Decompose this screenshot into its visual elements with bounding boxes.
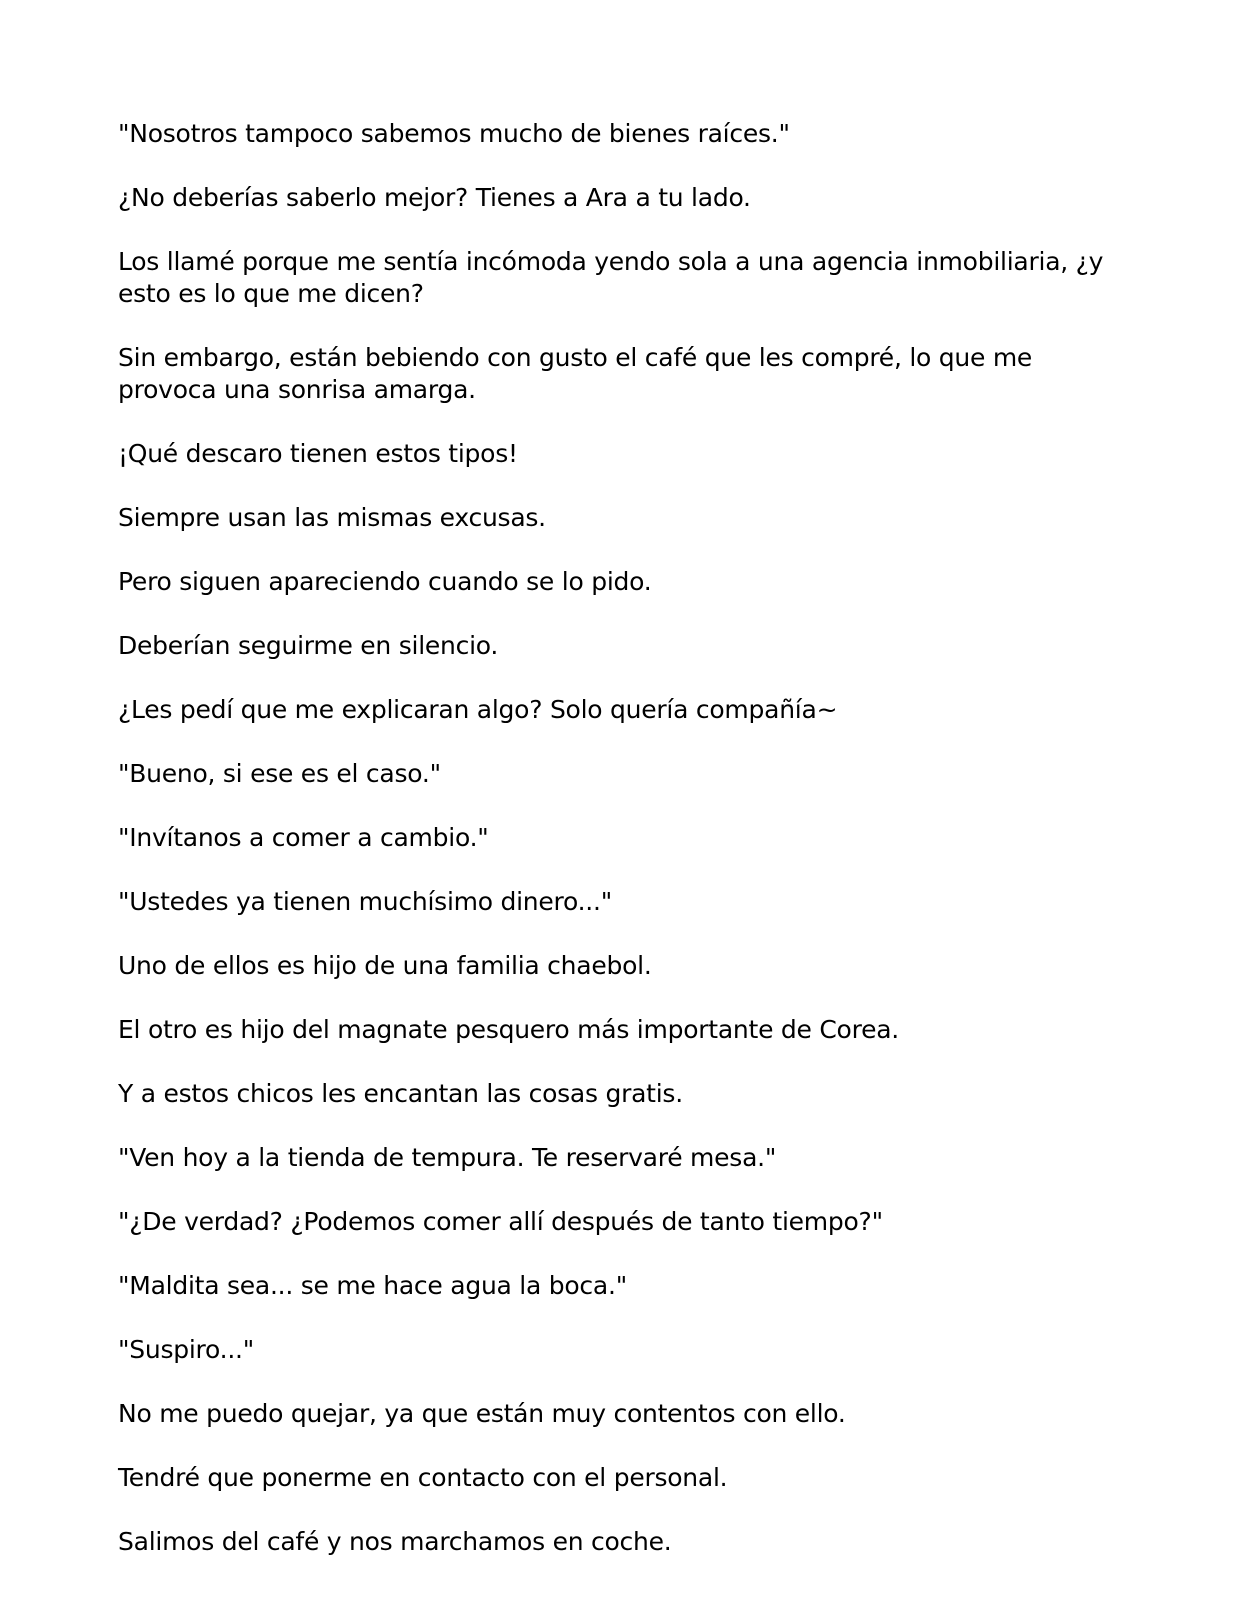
paragraph: Los llamé porque me sentía incómoda yendo sola a una agencia inmobiliaria, ¿y esto es lo que me dicen?: [118, 247, 1104, 308]
paragraph: Deberían seguirme en silencio.: [118, 631, 499, 660]
paragraph: "Ven hoy a la tienda de tempura. Te reservaré mesa.": [118, 1143, 777, 1172]
paragraph: Salimos del café y nos marchamos en coche.: [118, 1527, 672, 1556]
paragraph: Pero siguen apareciendo cuando se lo pido.: [118, 567, 652, 596]
paragraph: No me puedo quejar, ya que están muy contentos con ello.: [118, 1399, 846, 1428]
paragraph: Sin embargo, están bebiendo con gusto el café que les compré, lo que me provoca una sonrisa amarga.: [118, 343, 1033, 404]
paragraph: ¡Qué descaro tienen estos tipos!: [118, 439, 518, 468]
paragraph: "Invítanos a comer a cambio.": [118, 823, 489, 852]
paragraph: "Bueno, si ese es el caso.": [118, 759, 441, 788]
paragraph: Tendré que ponerme en contacto con el personal.: [118, 1463, 728, 1492]
paragraph: Uno de ellos es hijo de una familia chaebol.: [118, 951, 652, 980]
paragraph: ¿No deberías saberlo mejor? Tienes a Ara a tu lado.: [118, 183, 751, 212]
paragraph: "Ustedes ya tienen muchísimo dinero...": [118, 887, 612, 916]
paragraph: "¿De verdad? ¿Podemos comer allí después de tanto tiempo?": [118, 1207, 883, 1236]
paragraph: Y a estos chicos les encantan las cosas gratis.: [118, 1079, 683, 1108]
paragraph: El otro es hijo del magnate pesquero más importante de Corea.: [118, 1015, 899, 1044]
paragraph: "Maldita sea... se me hace agua la boca.": [118, 1271, 627, 1300]
paragraph: "Suspiro...": [118, 1335, 254, 1364]
paragraph: Siempre usan las mismas excusas.: [118, 503, 546, 532]
paragraph: "Nosotros tampoco sabemos mucho de bienes raíces.": [118, 119, 790, 148]
document-body: [118, 118, 1126, 1590]
paragraph: ¿Les pedí que me explicaran algo? Solo quería compañía~: [118, 695, 838, 724]
